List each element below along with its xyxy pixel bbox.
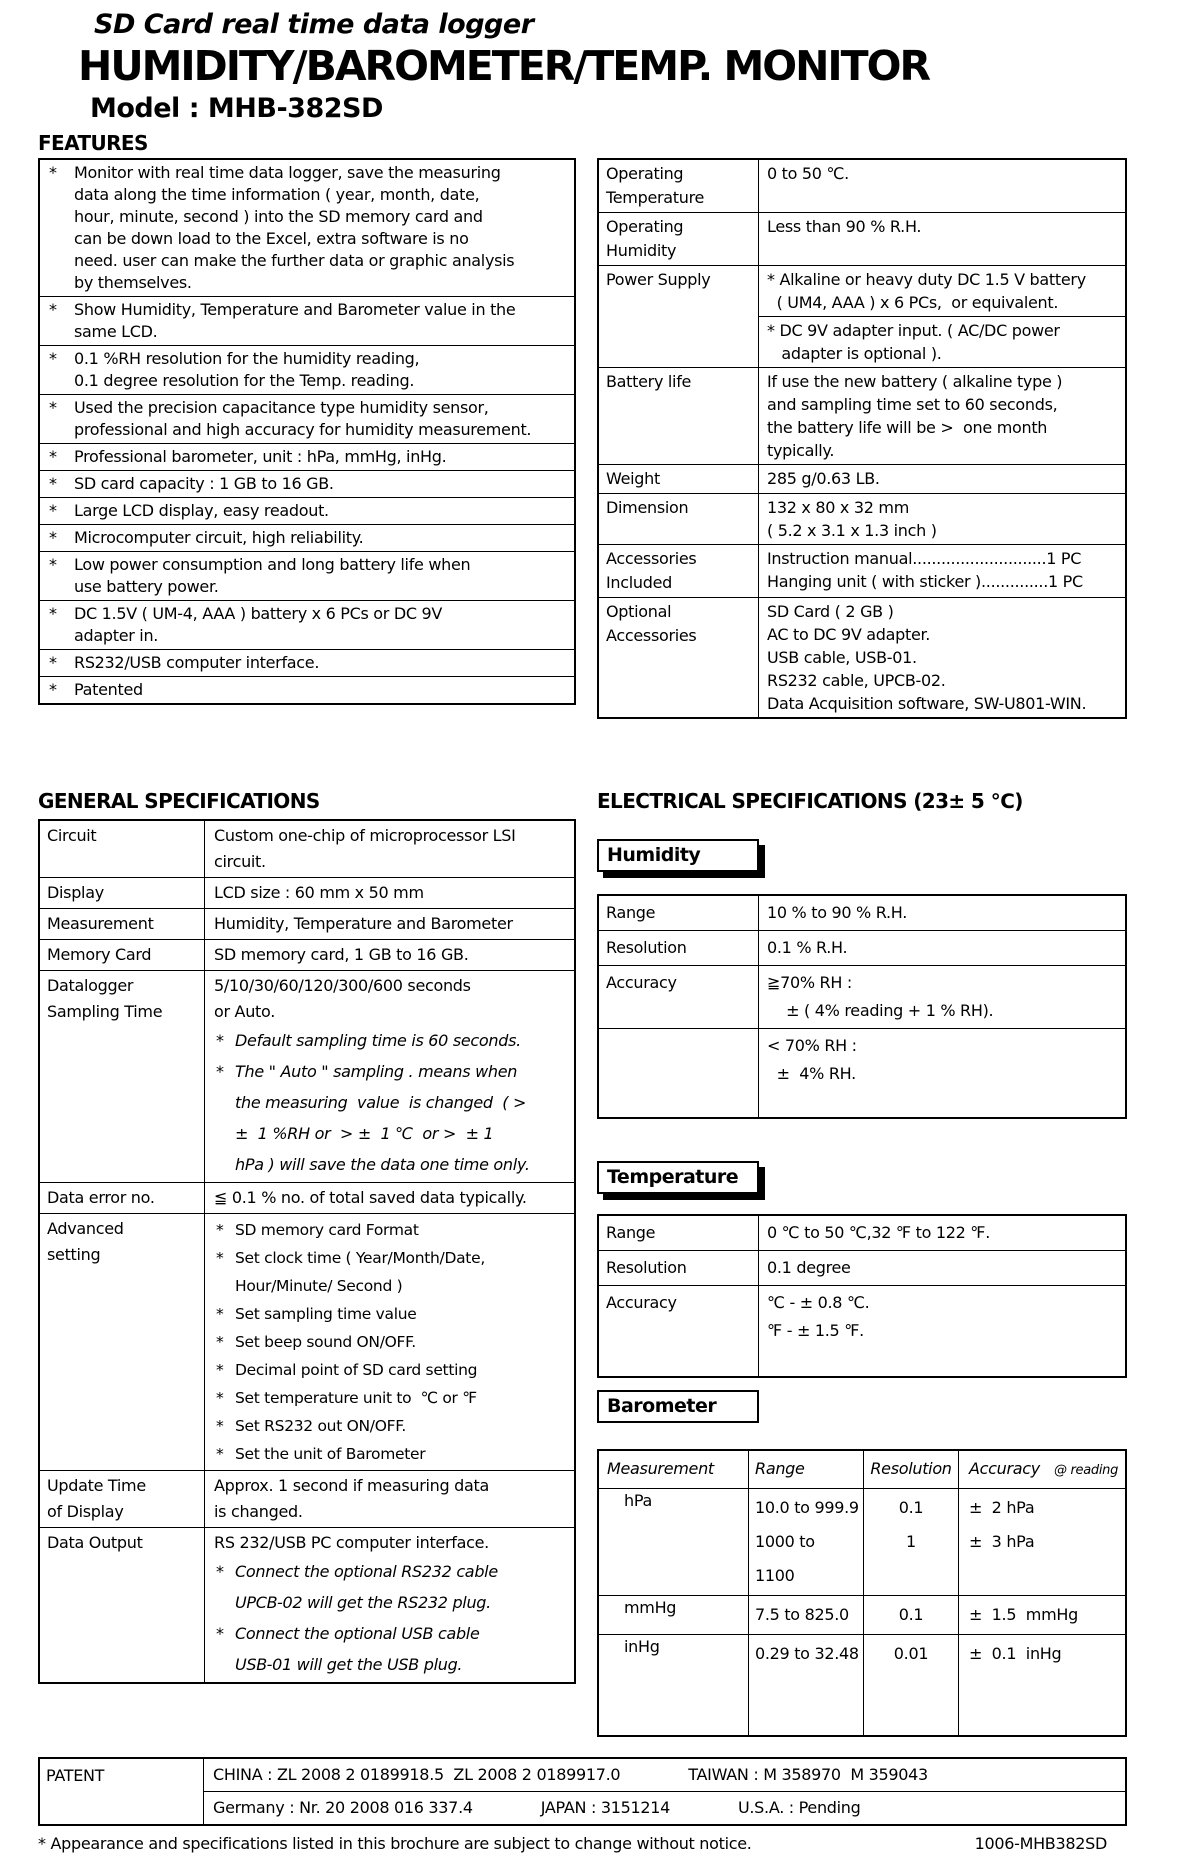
value-line: * Connect the optional RS232 cable [214, 1556, 570, 1587]
resolution-cell [864, 1635, 959, 1735]
accuracy-value: ± 3 hPa [969, 1532, 1035, 1551]
feature-text-line: use battery power. [74, 577, 219, 596]
spec-row [40, 939, 574, 970]
feature-item [40, 497, 574, 524]
spec-value [205, 1183, 574, 1213]
feature-text-line: SD card capacity : 1 GB to 16 GB. [74, 474, 334, 493]
range-value: 1000 to 1100 [755, 1532, 820, 1585]
features-heading: FEATURES [38, 131, 148, 155]
label-line: Circuit [47, 826, 97, 845]
value-line: SD memory card, 1 GB to 16 GB. [214, 945, 469, 964]
accuracy-header-note: @ reading [1053, 1463, 1119, 1478]
bullet-asterisk: * [49, 653, 57, 672]
asterisk: * [216, 1562, 224, 1581]
patent-line [204, 1791, 1125, 1824]
spec-row [599, 965, 1125, 1028]
spec-row [599, 896, 1125, 930]
label-line: Data Output [47, 1533, 143, 1552]
spec-label: Range [599, 1216, 759, 1250]
bullet-asterisk: * [49, 349, 57, 368]
spec-headings-row [38, 789, 1127, 813]
spec-tables-row [38, 819, 1127, 1737]
value-line: ± ( 4% reading + 1 % RH). [767, 1001, 994, 1020]
value-line: < 70% RH : [767, 1036, 857, 1055]
bullet-asterisk: * [49, 555, 57, 574]
spec-row [40, 1213, 574, 1470]
value-line: AC to DC 9V adapter. [767, 625, 931, 644]
accuracy-cell [959, 1635, 1125, 1735]
humidity-table [597, 894, 1127, 1119]
label-line: Measurement [47, 914, 154, 933]
spec-row [40, 1527, 574, 1682]
accuracy-cell [959, 1489, 1125, 1595]
value-line: Approx. 1 second if measuring data [214, 1476, 489, 1495]
feature-text-line: data along the time information ( year, month, date, [74, 185, 480, 204]
barometer-table [597, 1449, 1127, 1737]
value-line: typically. [767, 441, 835, 460]
value-line: * Set sampling time value [214, 1300, 570, 1328]
spec-row [40, 908, 574, 939]
spec-row [599, 1285, 1125, 1376]
value-group [759, 160, 1125, 212]
spec-value [759, 465, 1125, 493]
spec-value [205, 940, 574, 970]
value-group [759, 368, 1125, 464]
value-line: Custom one-chip of microprocessor LSI [214, 826, 516, 845]
subtitle: SD Card real time data logger [94, 9, 534, 40]
feature-text-line: Professional barometer, unit : hPa, mmHg, inHg. [74, 447, 447, 466]
barometer-header-row [599, 1451, 1125, 1488]
spec-value [205, 909, 574, 939]
spec-value [205, 1528, 574, 1682]
general-specs-heading: GENERAL SPECIFICATIONS [38, 789, 320, 813]
value-line: Less than 90 % R.H. [767, 217, 922, 236]
value-line: 132 x 80 x 32 mm [767, 498, 909, 517]
asterisk: * [216, 1031, 224, 1050]
spec-row [599, 265, 1125, 367]
patent-table [38, 1757, 1127, 1826]
document-code: 1006-MHB382SD [974, 1834, 1107, 1853]
spec-row [599, 212, 1125, 265]
spec-label [40, 1183, 205, 1213]
accuracy-value: ± 2 hPa [969, 1498, 1035, 1517]
value-line: * Set the unit of Barometer [214, 1440, 570, 1468]
measurement-header: Measurement [599, 1451, 749, 1488]
resolution-value: 0.01 [893, 1644, 929, 1663]
spec-value [759, 160, 1125, 212]
range-cell [749, 1489, 864, 1595]
asterisk: * [216, 1221, 224, 1239]
patent-line [204, 1759, 1125, 1791]
spec-value [205, 1214, 574, 1470]
spec-label [599, 1029, 759, 1117]
footer-note: * Appearance and specifications listed in this brochure are subject to change without notice. [38, 1834, 752, 1853]
label-line: Dimension [606, 498, 689, 517]
spec-label [599, 160, 759, 212]
spec-row [599, 544, 1125, 597]
value-line: adapter is optional ). [767, 344, 942, 363]
value-line: 285 g/0.63 LB. [767, 469, 880, 488]
spec-value [205, 878, 574, 908]
page-title: HUMIDITY/BAROMETER/TEMP. MONITOR [78, 42, 930, 90]
barometer-row [599, 1634, 1125, 1735]
patent-segment: TAIWAN : M 358970 M 359043 [688, 1765, 928, 1784]
value-line: ( UM4, AAA ) x 6 PCs, or equivalent. [767, 293, 1059, 312]
electrical-specs-column [597, 819, 1127, 1737]
value-line: * Set clock time ( Year/Month/Date, [214, 1244, 570, 1272]
spec-value [205, 971, 574, 1182]
measurement-cell: inHg [599, 1635, 749, 1735]
resolution-cell [864, 1596, 959, 1634]
label-line: Battery life [606, 372, 692, 391]
accuracy-value: ± 0.1 inHg [969, 1644, 1062, 1663]
label-line: Datalogger [47, 976, 134, 995]
feature-item [40, 524, 574, 551]
spec-label [40, 940, 205, 970]
value-line: RS 232/USB PC computer interface. [214, 1533, 489, 1552]
feature-text-line: Patented [74, 680, 143, 699]
label-line: Operating [606, 164, 684, 183]
measurement-cell: hPa [599, 1489, 749, 1595]
patent-value [204, 1759, 1125, 1824]
asterisk: * [216, 1305, 224, 1323]
spec-row [40, 1470, 574, 1527]
label-line: Accessories [606, 549, 697, 568]
resolution-value: 0.1 [898, 1605, 924, 1624]
value-line: LCD size : 60 mm x 50 mm [214, 883, 424, 902]
feature-text-line: hour, minute, second ) into the SD memory card and [74, 207, 483, 226]
spec-value [205, 821, 574, 877]
feature-text-line: can be down load to the Excel, extra software is no [74, 229, 469, 248]
value-line: * Alkaline or heavy duty DC 1.5 V battery [767, 270, 1086, 289]
value-line: the battery life will be > one month [767, 418, 1048, 437]
asterisk: * [216, 1361, 224, 1379]
spec-row [40, 1182, 574, 1213]
value-line: * Set beep sound ON/OFF. [214, 1328, 570, 1356]
value-line: and sampling time set to 60 seconds, [767, 395, 1058, 414]
spec-label: Resolution [599, 1251, 759, 1285]
spec-row [599, 1250, 1125, 1285]
label-line: setting [47, 1245, 101, 1264]
resolution-header: Resolution [864, 1451, 959, 1488]
value-line: ℃ - ± 0.8 ℃. [767, 1293, 870, 1312]
label-line: of Display [47, 1502, 124, 1521]
feature-text-line: Show Humidity, Temperature and Barometer value in the [74, 300, 516, 319]
feature-text-line: adapter in. [74, 626, 159, 645]
value-line: 0 to 50 ℃. [767, 164, 849, 183]
spec-label [40, 1528, 205, 1682]
spec-label [40, 821, 205, 877]
spec-value [759, 1029, 1125, 1117]
spec-value [759, 931, 1125, 965]
bullet-asterisk: * [49, 474, 57, 493]
spec-row [40, 970, 574, 1182]
spec-value [759, 368, 1125, 464]
label-line: Data error no. [47, 1188, 155, 1207]
spec-label [599, 266, 759, 367]
spec-row [40, 877, 574, 908]
resolution-value: 1 [906, 1532, 916, 1551]
value-line: Hanging unit ( with sticker )..............1 PC [767, 572, 1083, 591]
range-value: 0.29 to 32.48 [755, 1644, 859, 1663]
feature-text-line: Monitor with real time data logger, save the measuring [74, 163, 501, 182]
spec-label [599, 598, 759, 717]
value-line: * Decimal point of SD card setting [214, 1356, 570, 1384]
range-value: 10.0 to 999.9 [755, 1498, 859, 1517]
feature-item [40, 649, 574, 676]
accuracy-header-text: Accuracy [969, 1459, 1040, 1478]
value-group [759, 598, 1125, 717]
spec-label: Resolution [599, 931, 759, 965]
value-line: or Auto. [214, 1002, 276, 1021]
label-line: Display [47, 883, 104, 902]
feature-text-line: Low power consumption and long battery life when [74, 555, 471, 574]
spec-row [599, 1216, 1125, 1250]
feature-item [40, 160, 574, 296]
label-line: Accessories [606, 626, 697, 645]
value-line: Instruction manual............................1 PC [767, 549, 1082, 568]
value-line: USB-01 will get the USB plug. [235, 1655, 463, 1674]
label-line: Power Supply [606, 270, 711, 289]
range-value: 7.5 to 825.0 [755, 1605, 849, 1624]
value-group [759, 545, 1125, 597]
spec-label [40, 1471, 205, 1527]
bullet-asterisk: * [49, 680, 57, 699]
value-line: * The " Auto " sampling . means when [214, 1056, 570, 1087]
barometer-section-label: Barometer [597, 1390, 759, 1423]
electrical-specs-heading: ELECTRICAL SPECIFICATIONS (23± 5 ℃) [597, 789, 1023, 813]
value-line: ( 5.2 x 3.1 x 1.3 inch ) [767, 521, 937, 540]
feature-item [40, 296, 574, 345]
value-line: Hour/Minute/ Second ) [235, 1277, 403, 1295]
value-line: ≦ 0.1 % no. of total saved data typically. [214, 1188, 527, 1207]
value-line: * Set RS232 out ON/OFF. [214, 1412, 570, 1440]
features-section [38, 155, 1127, 719]
label-line: Advanced [47, 1219, 124, 1238]
value-line: ≧70% RH : [767, 973, 852, 992]
feature-text-line: need. user can make the further data or graphic analysis [74, 251, 515, 270]
feature-text-line: Used the precision capacitance type humidity sensor, [74, 398, 489, 417]
bullet-asterisk: * [49, 447, 57, 466]
asterisk: * [216, 1417, 224, 1435]
asterisk: * [216, 1445, 224, 1463]
feature-item [40, 394, 574, 443]
accuracy-header [959, 1451, 1125, 1488]
value-group [759, 465, 1125, 493]
temperature-section-label: Temperature [597, 1161, 759, 1194]
patent-row [40, 1759, 1125, 1824]
spec-label [40, 971, 205, 1182]
feature-text-line: Large LCD display, easy readout. [74, 501, 329, 520]
value-line: USB cable, USB-01. [767, 648, 917, 667]
spec-row [599, 597, 1125, 717]
value-line: 0.1 degree [767, 1258, 851, 1277]
model-number: Model : MHB-382SD [90, 93, 383, 124]
label-line: Sampling Time [47, 1002, 163, 1021]
label-line: Update Time [47, 1476, 146, 1495]
spec-row [599, 930, 1125, 965]
patent-label: PATENT [40, 1759, 204, 1824]
spec-value [759, 266, 1125, 367]
spec-value [759, 545, 1125, 597]
bullet-asterisk: * [49, 501, 57, 520]
feature-text-line: by themselves. [74, 273, 192, 292]
bullet-asterisk: * [49, 528, 57, 547]
value-group [759, 316, 1125, 367]
value-line: 0.1 % R.H. [767, 938, 848, 957]
accuracy-cell [959, 1596, 1125, 1634]
feature-text-line: RS232/USB computer interface. [74, 653, 320, 672]
value-line: the measuring value is changed ( > [235, 1093, 527, 1112]
feature-item [40, 551, 574, 600]
spec-value [205, 1471, 574, 1527]
barometer-row [599, 1595, 1125, 1634]
general-specs-column [38, 819, 576, 1684]
asterisk: * [216, 1624, 224, 1643]
features-spec-table [597, 158, 1127, 719]
patent-segment: JAPAN : 3151214 [540, 1798, 670, 1817]
feature-text-line: 0.1 %RH resolution for the humidity reading, [74, 349, 420, 368]
measurement-cell: mmHg [599, 1596, 749, 1634]
value-line: SD Card ( 2 GB ) [767, 602, 894, 621]
feature-item [40, 600, 574, 649]
resolution-value: 0.1 [898, 1498, 924, 1517]
value-line: 10 % to 90 % R.H. [767, 903, 907, 922]
feature-text-line: DC 1.5V ( UM-4, AAA ) battery x 6 PCs or DC 9V [74, 604, 443, 623]
label-line: Operating [606, 217, 684, 236]
spec-label [599, 545, 759, 597]
patent-segment: CHINA : ZL 2008 2 0189918.5 ZL 2008 2 0189917.0 [213, 1765, 621, 1784]
spec-row [599, 367, 1125, 464]
patent-segment: U.S.A. : Pending [737, 1798, 861, 1817]
spec-label [40, 1214, 205, 1470]
feature-text-line: professional and high accuracy for humidity measurement. [74, 420, 532, 439]
features-list-table [38, 158, 576, 705]
bullet-asterisk: * [49, 398, 57, 417]
spec-row [599, 160, 1125, 212]
value-line: RS232 cable, UPCB-02. [767, 671, 946, 690]
value-line: * Set temperature unit to ℃ or ℉ [214, 1384, 570, 1412]
value-line: ± 4% RH. [767, 1064, 856, 1083]
spec-label [599, 368, 759, 464]
label-line: Included [606, 573, 672, 592]
feature-item [40, 470, 574, 497]
spec-value [759, 494, 1125, 544]
spec-value [759, 213, 1125, 265]
value-group [759, 266, 1125, 316]
value-line: 5/10/30/60/120/300/600 seconds [214, 976, 471, 995]
range-cell [749, 1635, 864, 1735]
value-line: is changed. [214, 1502, 303, 1521]
spec-label [40, 878, 205, 908]
value-line: Data Acquisition software, SW-U801-WIN. [767, 694, 1087, 713]
feature-item [40, 345, 574, 394]
spec-label: Range [599, 896, 759, 930]
spec-label [599, 465, 759, 493]
spec-value [759, 598, 1125, 717]
bullet-asterisk: * [49, 163, 57, 182]
feature-text-line: Microcomputer circuit, high reliability. [74, 528, 364, 547]
asterisk: * [216, 1062, 224, 1081]
resolution-cell [864, 1489, 959, 1595]
value-line: circuit. [214, 852, 266, 871]
value-line: UPCB-02 will get the RS232 plug. [235, 1593, 491, 1612]
spec-row [599, 493, 1125, 544]
feature-item [40, 443, 574, 470]
spec-label [40, 909, 205, 939]
spec-value [759, 1216, 1125, 1250]
spec-row [599, 464, 1125, 493]
patent-segment: Germany : Nr. 20 2008 016 337.4 [213, 1798, 473, 1817]
value-line: Humidity, Temperature and Barometer [214, 914, 513, 933]
value-group [759, 494, 1125, 544]
accuracy-value: ± 1.5 mmHg [969, 1605, 1078, 1624]
asterisk: * [216, 1249, 224, 1267]
label-line: Memory Card [47, 945, 152, 964]
feature-text-line: same LCD. [74, 322, 158, 341]
spec-label [599, 494, 759, 544]
general-specs-table [38, 819, 576, 1684]
spec-value [759, 1251, 1125, 1285]
label-line: Temperature [606, 188, 705, 207]
value-group [759, 213, 1125, 265]
spec-row [40, 821, 574, 877]
label-line: Weight [606, 469, 660, 488]
spec-label: Accuracy [599, 1286, 759, 1376]
asterisk: * [216, 1389, 224, 1407]
humidity-section-label: Humidity [597, 839, 759, 872]
temperature-table [597, 1214, 1127, 1378]
range-cell [749, 1596, 864, 1634]
value-line: * Connect the optional USB cable [214, 1618, 570, 1649]
value-line: hPa ) will save the data one time only. [235, 1155, 530, 1174]
feature-text-line: 0.1 degree resolution for the Temp. reading. [74, 371, 415, 390]
spec-row [599, 1028, 1125, 1117]
value-line: 0 ℃ to 50 ℃,32 ℉ to 122 ℉. [767, 1223, 991, 1242]
value-line: If use the new battery ( alkaline type ) [767, 372, 1063, 391]
value-line: ℉ - ± 1.5 ℉. [767, 1321, 864, 1340]
bullet-asterisk: * [49, 300, 57, 319]
value-line: * SD memory card Format [214, 1216, 570, 1244]
feature-item [40, 676, 574, 703]
footer [38, 1832, 1127, 1856]
value-line: * DC 9V adapter input. ( AC/DC power [767, 321, 1060, 340]
barometer-row [599, 1488, 1125, 1595]
label-line: Humidity [606, 241, 677, 260]
spec-label: Accuracy [599, 966, 759, 1028]
value-line: ± 1 %RH or > ± 1 ℃ or > ± 1 [235, 1124, 494, 1143]
spec-value [759, 1286, 1125, 1376]
spec-value [759, 896, 1125, 930]
label-line: Optional [606, 602, 672, 621]
value-line: * Default sampling time is 60 seconds. [214, 1025, 570, 1056]
asterisk: * [216, 1333, 224, 1351]
spec-label [599, 213, 759, 265]
bullet-asterisk: * [49, 604, 57, 623]
spec-value [759, 966, 1125, 1028]
range-header: Range [749, 1451, 864, 1488]
